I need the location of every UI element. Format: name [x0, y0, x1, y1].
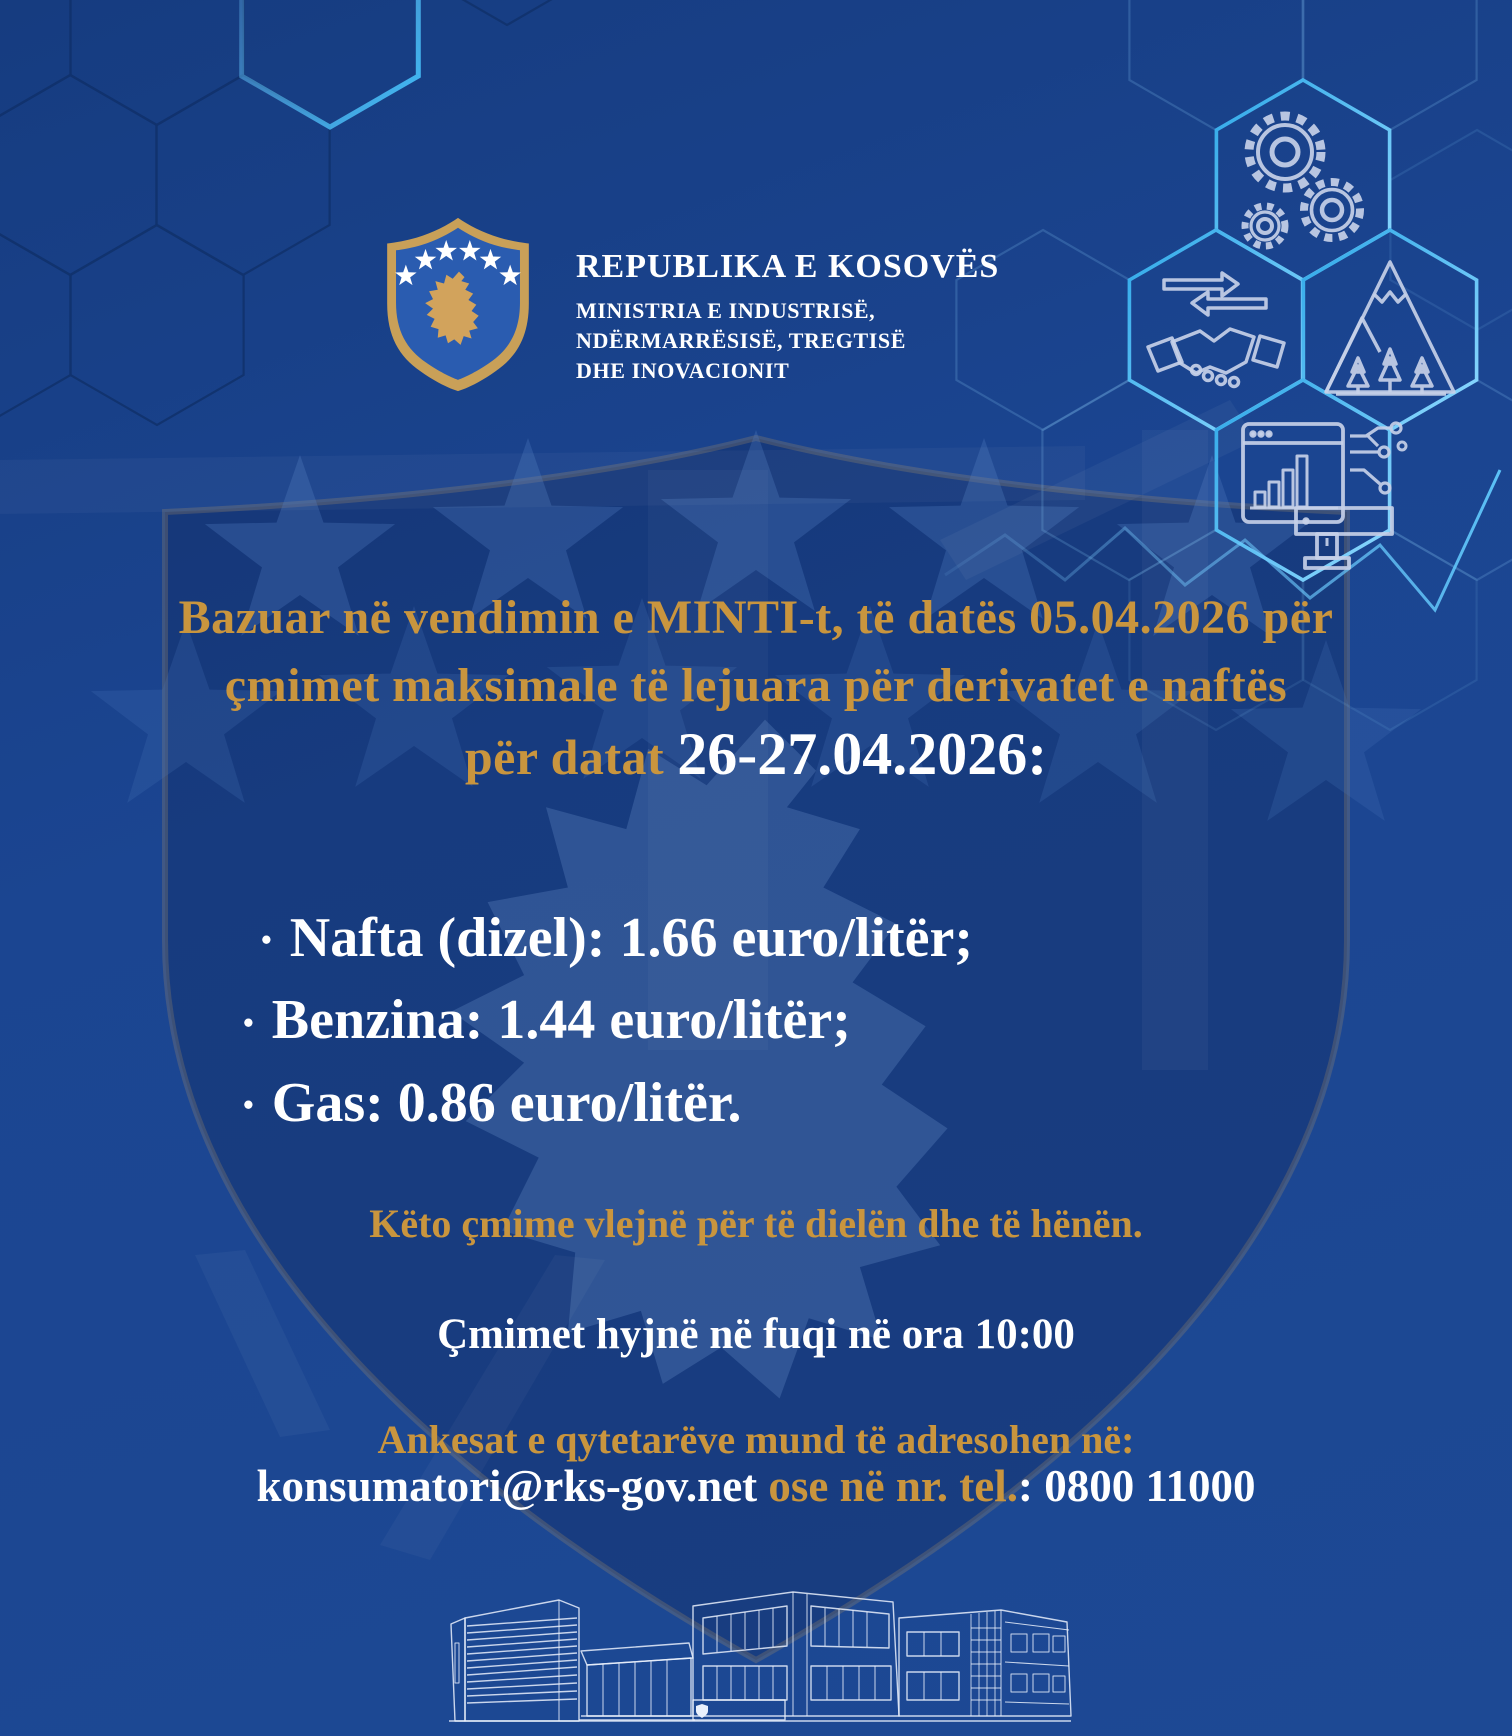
trade-handshake-icon — [1148, 273, 1284, 387]
dates-prefix: për datat — [464, 729, 678, 785]
bright-hexagon — [242, 0, 419, 127]
decision-dates-line — [0, 720, 1512, 793]
ministry-brand — [576, 248, 999, 386]
gears-icon — [1245, 116, 1360, 246]
mountains-trees-icon — [1326, 262, 1454, 394]
contact-connector: ose në nr. tel. — [757, 1461, 1018, 1511]
ministry-building-illustration — [441, 1588, 1073, 1730]
price-text: Gas: 0.86 euro/litër. — [271, 1071, 742, 1134]
bullet-icon: • — [243, 1005, 254, 1040]
ministry-line-1: MINISTRIA E INDUSTRISË, — [576, 298, 876, 323]
price-item-nafta — [243, 898, 973, 980]
contact-email: konsumatori@rks-gov.net — [256, 1461, 758, 1511]
price-item-gas — [243, 1063, 973, 1145]
decision-line-2: çmimet maksimale të lejuara për derivatet e naftës — [224, 659, 1288, 712]
decision-line-1: Bazuar në vendimin e MINTI-t, të datës 05.04.2026 për — [178, 591, 1334, 644]
bullet-icon: • — [261, 923, 272, 958]
decision-headline — [0, 584, 1512, 793]
validity-note: Këto çmime vlejnë për të dielën dhe të hënën. — [369, 1201, 1143, 1246]
complaints-heading: Ankesat e qytetarëve mund të adresohen në: — [377, 1417, 1135, 1462]
price-list — [243, 898, 973, 1145]
ministry-line-3: DHE INOVACIONIT — [576, 358, 790, 383]
kosovo-coat-of-arms — [375, 213, 541, 395]
bullet-icon: • — [243, 1088, 254, 1123]
effective-time-note: Çmimet hyjnë në fuqi në ora 10:00 — [437, 1311, 1075, 1358]
price-text: Benzina: 1.44 euro/litër; — [271, 989, 851, 1052]
price-item-benzina — [243, 980, 973, 1062]
contact-phone: : 0800 11000 — [1017, 1461, 1256, 1511]
republic-title: REPUBLIKA E KOSOVËS — [576, 248, 1000, 285]
ministry-line-2: NDËRMARRËSISË, TREGTISË — [576, 328, 907, 353]
dates-value: 26-27.04.2026: — [677, 721, 1048, 787]
price-text: Nafta (dizel): 1.66 euro/litër; — [289, 907, 973, 969]
contact-line — [0, 1460, 1512, 1512]
